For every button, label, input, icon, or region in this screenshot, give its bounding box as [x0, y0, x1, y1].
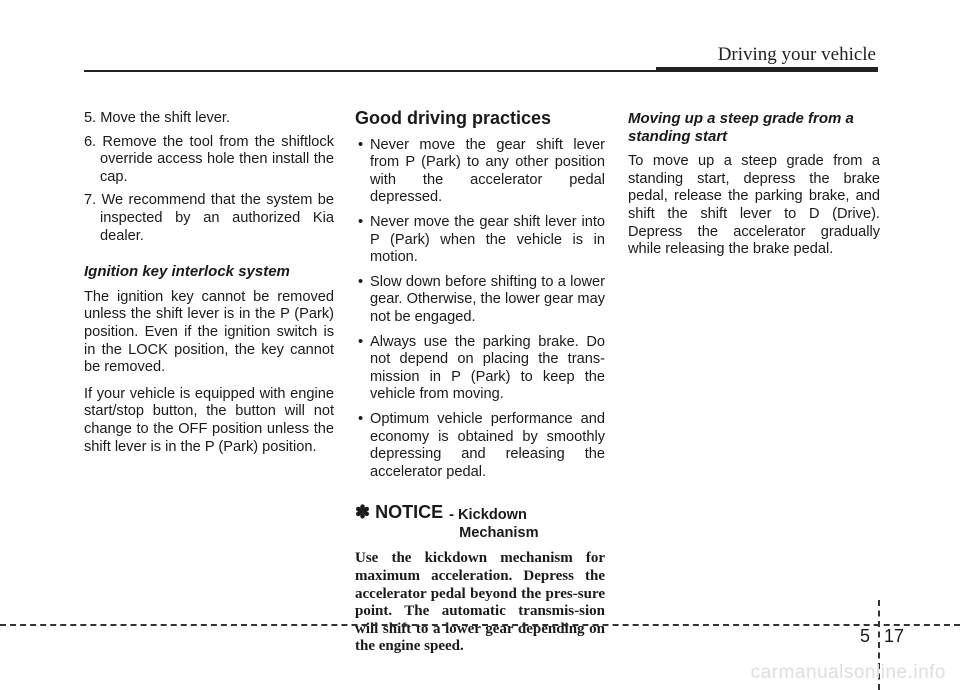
section-title: Driving your vehicle [717, 44, 876, 65]
list-item [355, 137, 605, 207]
header-rule-accent [656, 67, 878, 72]
procedure-step: 5. Move the shift lever. [84, 110, 231, 126]
list-item-text: Always use the parking brake. Do not depend on placing the trans-mission in P (Park) to keep the vehicle from moving. [370, 333, 605, 403]
chapter-number: 5 [859, 626, 870, 646]
bullet-icon: • [358, 410, 364, 427]
practices-heading: Good driving practices [355, 108, 552, 128]
notice-subtitle-line: Mechanism [459, 524, 539, 541]
notice-subtitle [449, 504, 538, 542]
column-middle [355, 110, 605, 656]
notice-title: ✽ NOTICE [355, 502, 444, 523]
list-item-text: Optimum vehicle performance and economy is obtained by smoothly depressing and releasing the accelerator pedal. [370, 410, 605, 480]
bullet-icon: • [358, 136, 364, 153]
body-paragraph: If your vehicle is equipped with engine start/stop button, the button will not change to the OFF position unless the shift lever is in the P (Park) position. [84, 385, 334, 455]
procedure-step: 7. We recommend that the system be inspected by an authorized Kia dealer. [84, 192, 334, 244]
list-item [355, 214, 605, 267]
list-item [355, 334, 605, 404]
procedure-step: 6. Remove the tool from the shiftlock override access hole then install the cap. [84, 133, 334, 185]
bullet-icon: • [358, 333, 364, 350]
notice-heading [355, 504, 605, 542]
notice-body: Use the kickdown mechanism for maximum acceleration. Depress the accelerator pedal beyond the pres-sure point. The automatic transmis-sion will shift to a lower gear depending on the engine speed. [355, 550, 605, 655]
notice-box [355, 504, 605, 656]
bullet-icon: • [358, 273, 364, 290]
list-item [355, 274, 605, 327]
list-item-text: Never move the gear shift lever from P (Park) to any other position with the accelerator pedal depressed. [370, 136, 605, 206]
list-item-text: Slow down before shifting to a lower gear. Otherwise, the lower gear may not be engaged. [370, 273, 605, 325]
body-paragraph: To move up a steep grade from a standing start, depress the brake pedal, release the parking brake, and shift the shift lever to D (Drive). Depress the accelerator gradually while releasing the brake pedal. [628, 153, 880, 258]
notice-subtitle-line: - Kickdown [449, 507, 527, 524]
page-number: 17 [884, 626, 905, 646]
interlock-heading: Ignition key interlock system [84, 263, 290, 281]
list-item [355, 411, 605, 481]
list-item-text: Never move the gear shift lever into P (Park) when the vehicle is in motion. [370, 213, 605, 266]
bullet-icon: • [358, 213, 364, 230]
practices-list [355, 137, 605, 482]
column-right [628, 110, 880, 268]
footer-rule [0, 624, 960, 626]
column-left [84, 110, 334, 465]
watermark: carmanualsonline.info [750, 662, 946, 683]
steep-grade-heading: Moving up a steep grade from a standing start [628, 110, 854, 145]
header-rule [84, 70, 660, 72]
body-paragraph: The ignition key cannot be removed unless the shift lever is in the P (Park) position. Even if the ignition switch is in the LOCK position, the key cannot be removed. [84, 288, 334, 376]
